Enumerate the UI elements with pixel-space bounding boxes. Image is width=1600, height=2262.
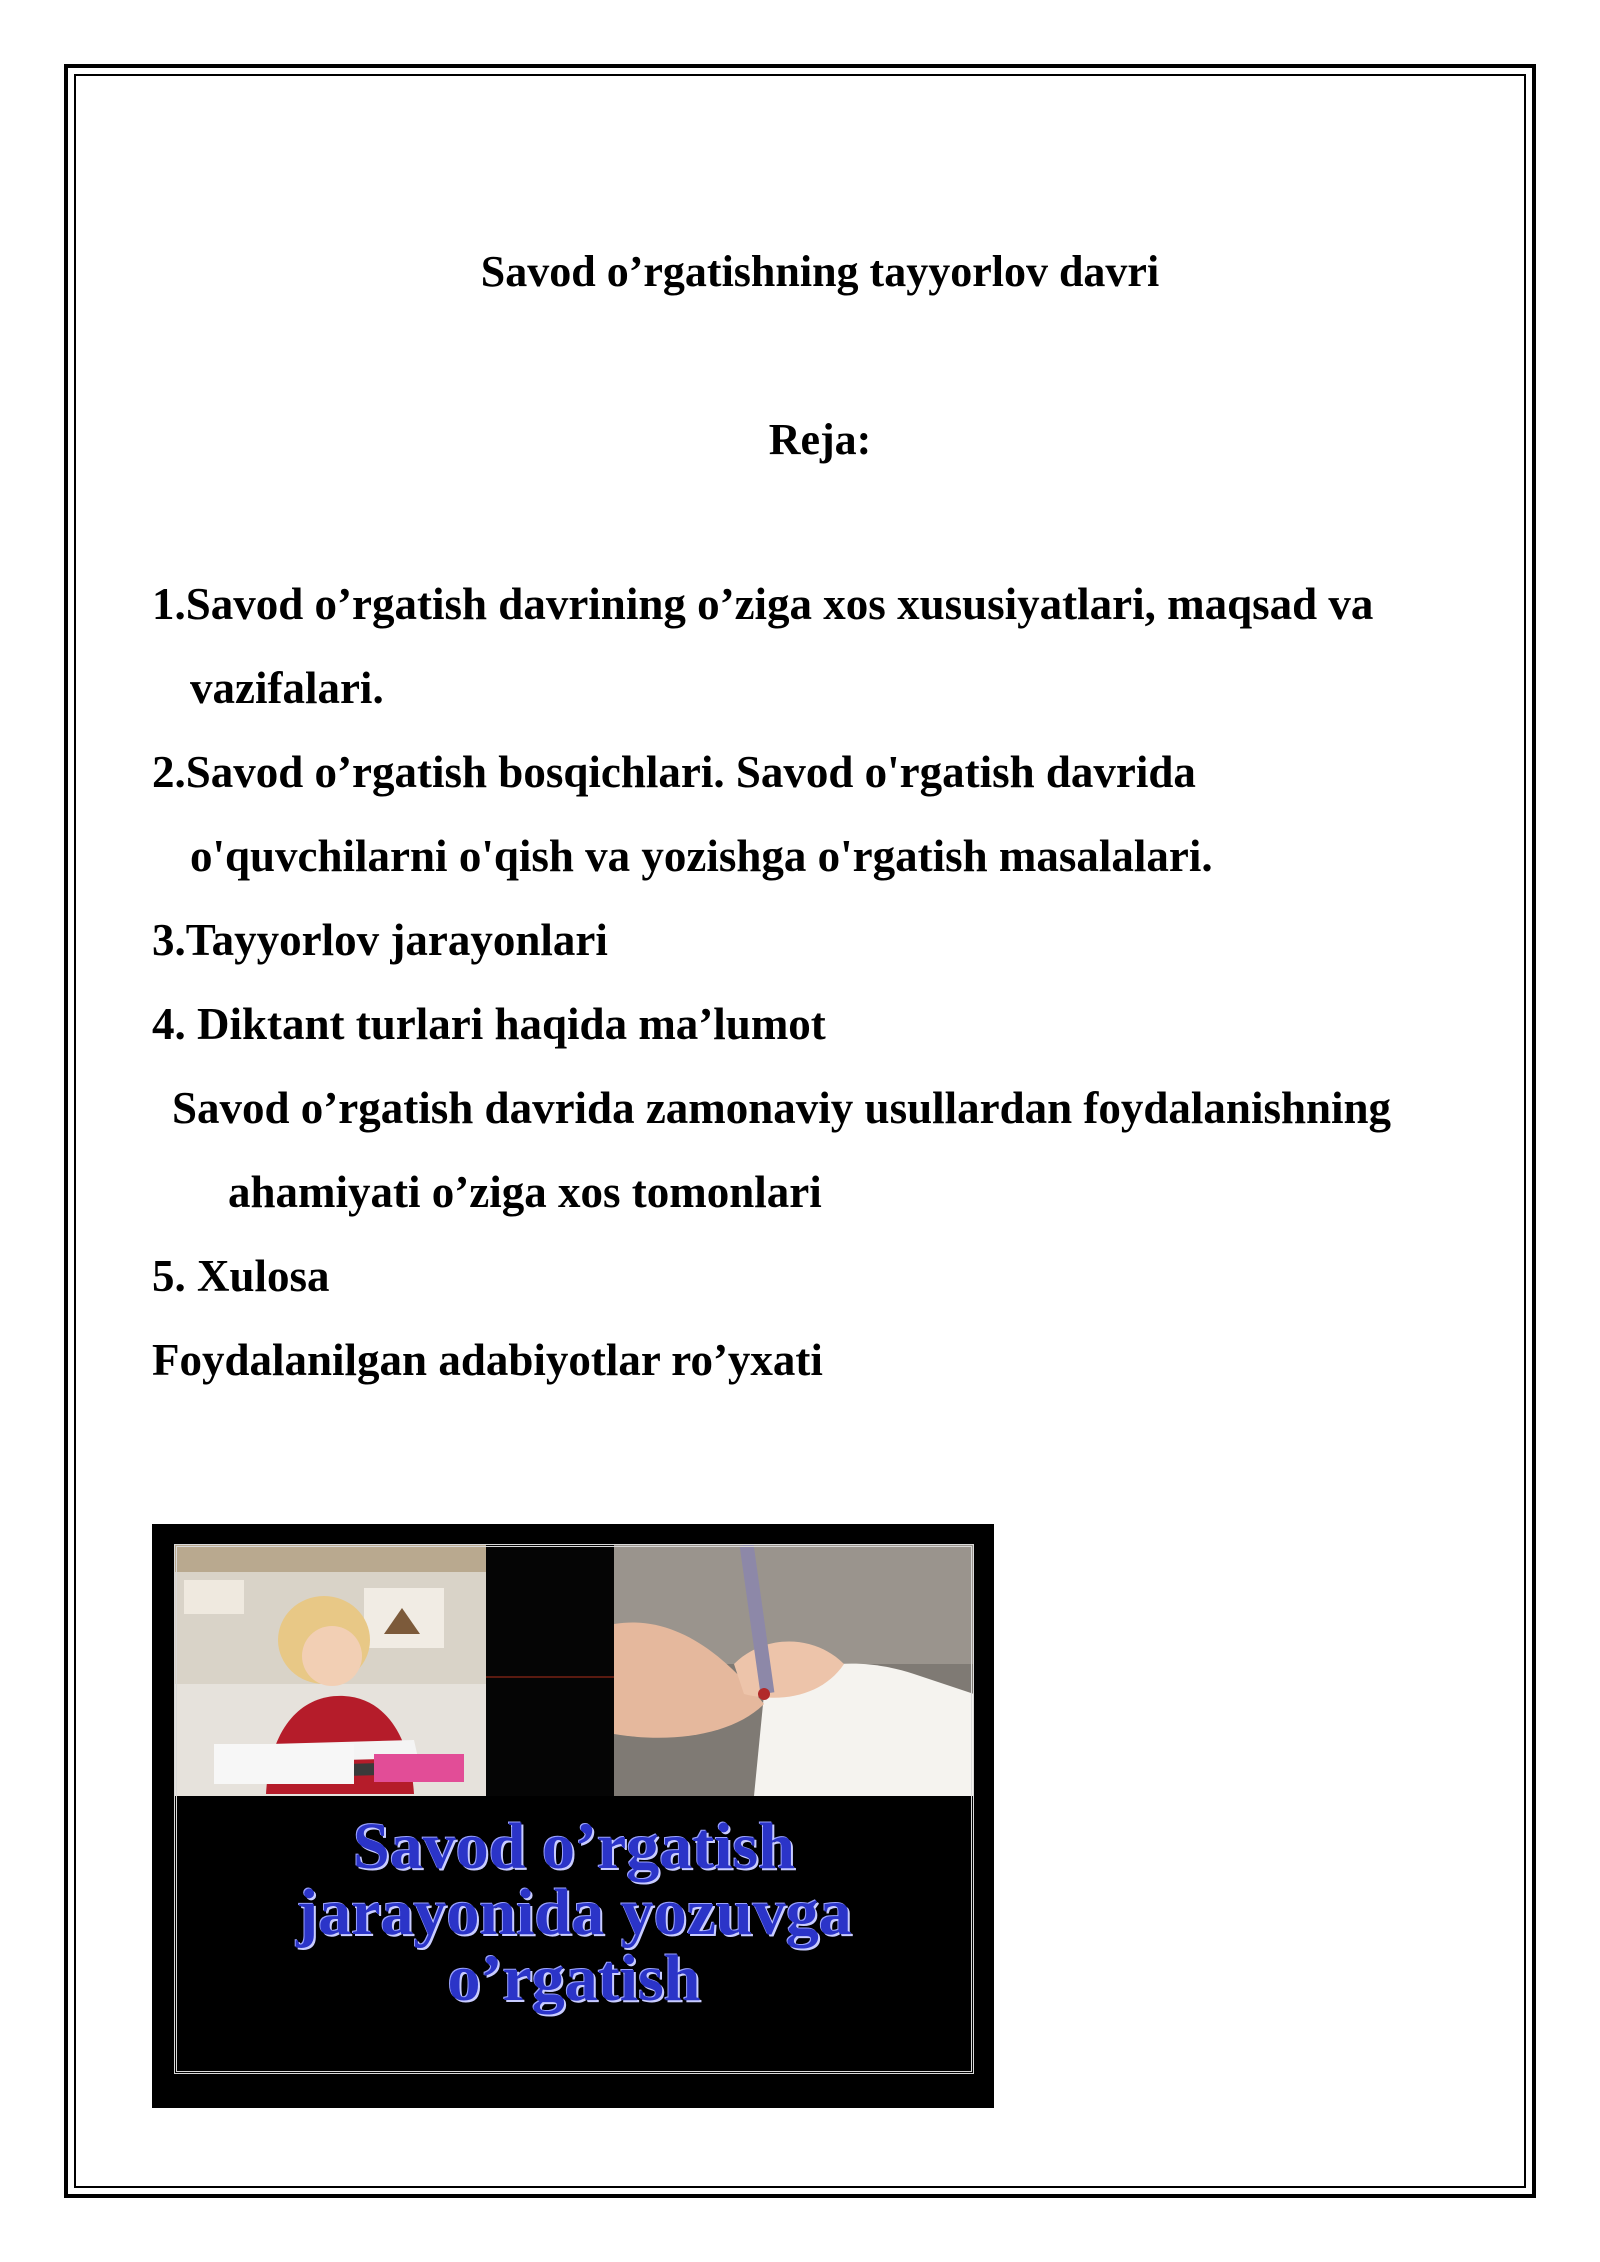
plan-subitem-line-1: Savod o’rgatish davrida zamonaviy usullardan foydalanishning: [172, 1083, 1392, 1133]
video-thumbnail: [152, 1524, 994, 2108]
plan-item-2-line-1: 2.Savod o’rgatish bosqichlari. Savod o'rgatish davrida: [152, 747, 1196, 797]
video-caption-line-1: Savod o’rgatish: [353, 1810, 795, 1883]
plan-item-5: 5. Xulosa: [152, 1251, 330, 1301]
video-caption-line-3: o’rgatish: [447, 1942, 701, 2015]
plan-item-4: 4. Diktant turlari haqida ma’lumot: [152, 999, 826, 1049]
plan-subitem-line-2: ahamiyati o’ziga xos tomonlari: [228, 1167, 822, 1217]
video-caption: [174, 1810, 974, 2015]
document-title: Savod o’rgatishning tayyorlov davri: [480, 247, 1160, 296]
plan-heading: Reja:: [768, 415, 872, 464]
plan-item-2-line-2: o'quvchilarni o'qish va yozishga o'rgatish masalalari.: [190, 831, 1213, 881]
video-caption-line-2: jarayonida yozuvga: [296, 1876, 852, 1949]
references-heading: Foydalanilgan adabiyotlar ro’yxati: [152, 1335, 823, 1385]
plan-item-3: 3.Tayyorlov jarayonlari: [152, 915, 608, 965]
plan-item-1-line-2: vazifalari.: [190, 663, 384, 713]
plan-item-1-line-1: 1.Savod o’rgatish davrining o’ziga xos xususiyatlari, maqsad va: [152, 579, 1374, 629]
